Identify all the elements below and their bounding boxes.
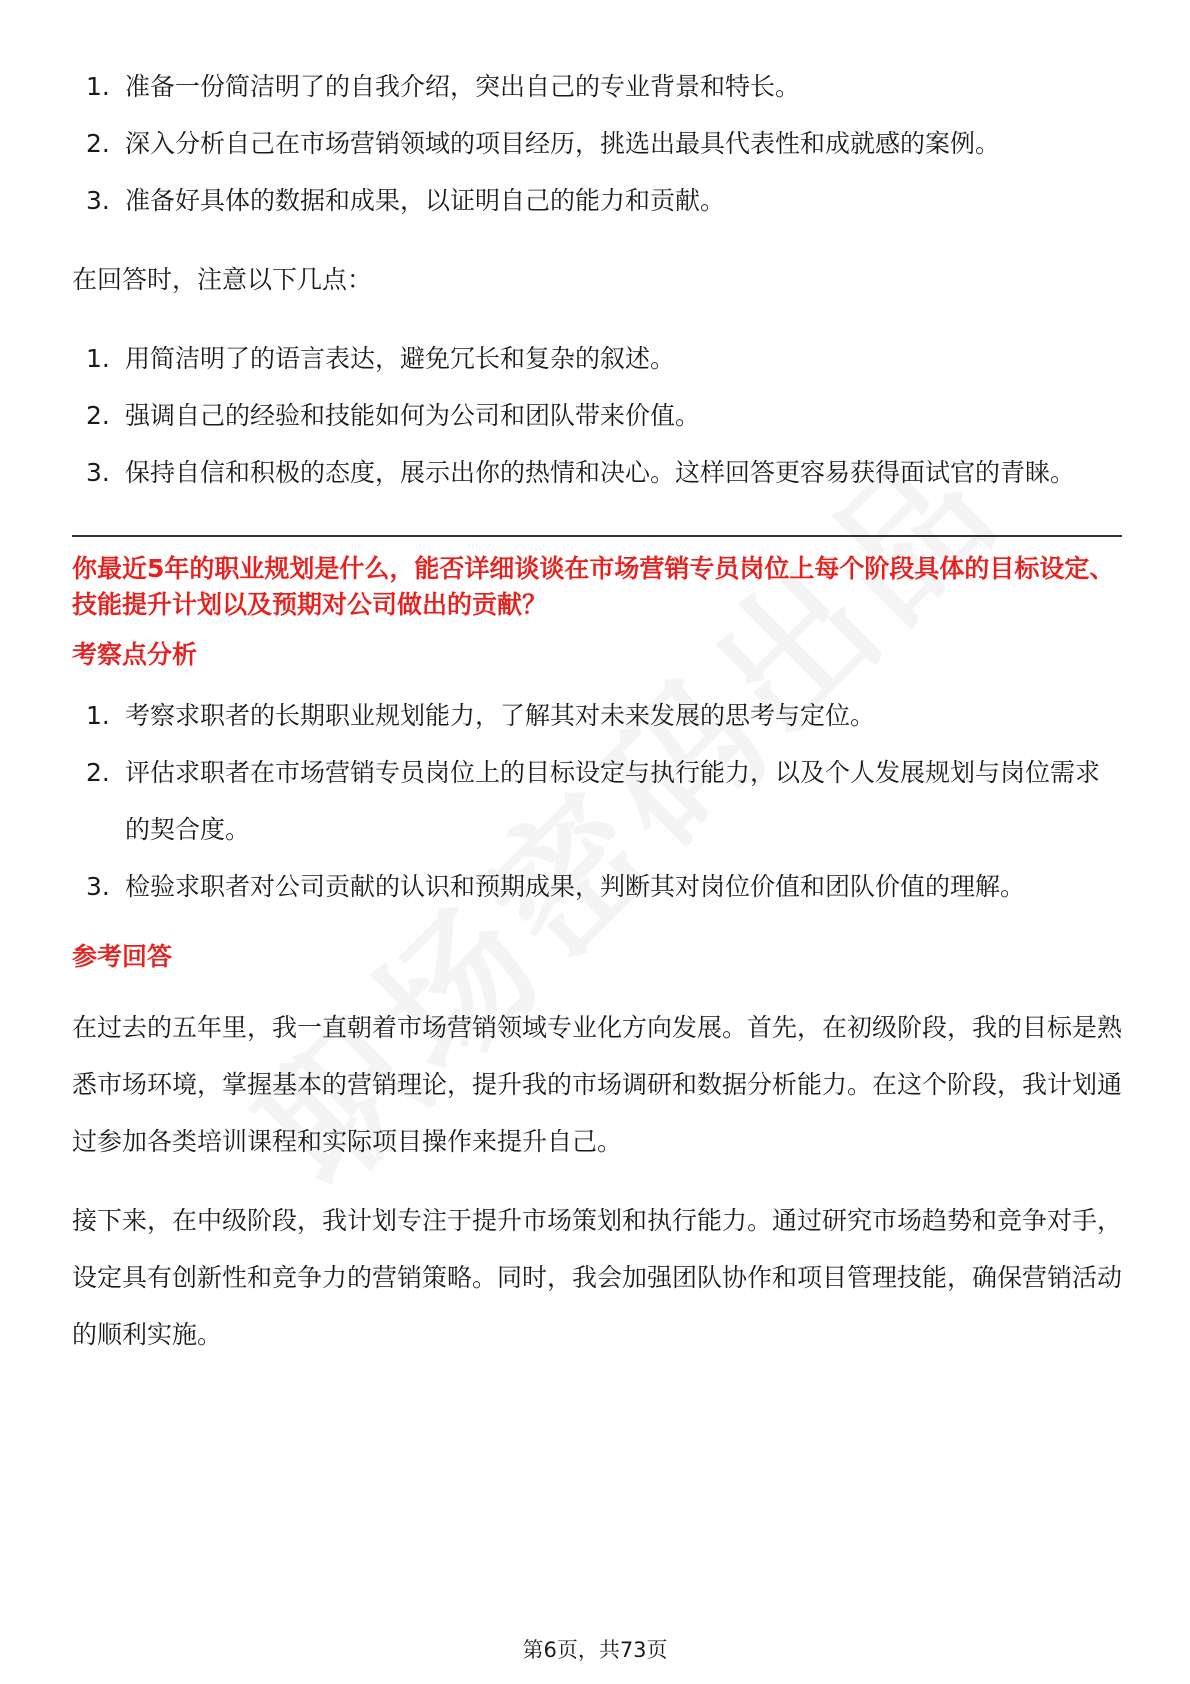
list-item [72, 387, 1122, 444]
list-text: 深入分析自己在市场营销领域的项目经历，挑选出最具代表性和成就感的案例。 [125, 129, 1001, 158]
list-item [72, 330, 1122, 387]
list-number: 1. [86, 701, 110, 730]
list-text: 考察求职者的长期职业规划能力，了解其对未来发展的思考与定位。 [125, 701, 876, 730]
answer-tips-intro: 在回答时，注意以下几点： [72, 265, 373, 294]
answer-paragraph: 接下来，在中级阶段，我计划专注于提升市场策划和执行能力。通过研究市场趋势和竞争对手，设定具有创新性和竞争力的营销策略。同时，我会加强团队协作和项目管理技能，确保营销活动的顺利实施。 [72, 1206, 1123, 1349]
answer-heading: 参考回答 [72, 942, 173, 971]
list-number: 1. [86, 344, 110, 373]
list-text: 用简洁明了的语言表达，避免冗长和复杂的叙述。 [125, 344, 676, 373]
list-number: 3. [86, 186, 110, 215]
list-text: 准备一份简洁明了的自我介绍，突出自己的专业背景和特长。 [125, 72, 801, 101]
list-text: 准备好具体的数据和成果，以证明自己的能力和贡献。 [125, 186, 726, 215]
list-number: 1. [86, 72, 110, 101]
interview-question: 你最近5年的职业规划是什么，能否详细谈谈在市场营销专员岗位上每个阶段具体的目标设定、技能提升计划以及预期对公司做出的贡献？ [72, 554, 1115, 619]
list-number: 2. [86, 129, 110, 158]
preparation-list [72, 58, 1122, 229]
list-item [72, 687, 1122, 744]
list-text: 保持自信和积极的态度，展示出你的热情和决心。这样回答更容易获得面试官的青睐。 [125, 458, 1076, 487]
list-item [72, 858, 1122, 915]
list-number: 3. [86, 458, 110, 487]
page-content [72, 58, 1122, 1363]
analysis-list [72, 687, 1122, 915]
list-number: 2. [86, 401, 110, 430]
list-text: 评估求职者在市场营销专员岗位上的目标设定与执行能力，以及个人发展规划与岗位需求的契合度。 [125, 758, 1101, 844]
list-item [72, 172, 1122, 229]
list-item [72, 444, 1122, 501]
list-text: 强调自己的经验和技能如何为公司和团队带来价值。 [125, 401, 701, 430]
list-item [72, 744, 1122, 858]
list-item [72, 58, 1122, 115]
analysis-heading: 考察点分析 [72, 640, 198, 669]
page-number: 第6页，共73页 [522, 1638, 668, 1662]
list-number: 3. [86, 872, 110, 901]
answer-tips-list [72, 330, 1122, 501]
section-divider [72, 535, 1122, 537]
list-item [72, 115, 1122, 172]
answer-paragraph: 在过去的五年里，我一直朝着市场营销领域专业化方向发展。首先，在初级阶段，我的目标是熟悉市场环境，掌握基本的营销理论，提升我的市场调研和数据分析能力。在这个阶段，我计划通过参加各类培训课程和实际项目操作来提升自己。 [72, 1013, 1123, 1156]
list-number: 2. [86, 758, 110, 787]
list-text: 检验求职者对公司贡献的认识和预期成果，判断其对岗位价值和团队价值的理解。 [125, 872, 1026, 901]
